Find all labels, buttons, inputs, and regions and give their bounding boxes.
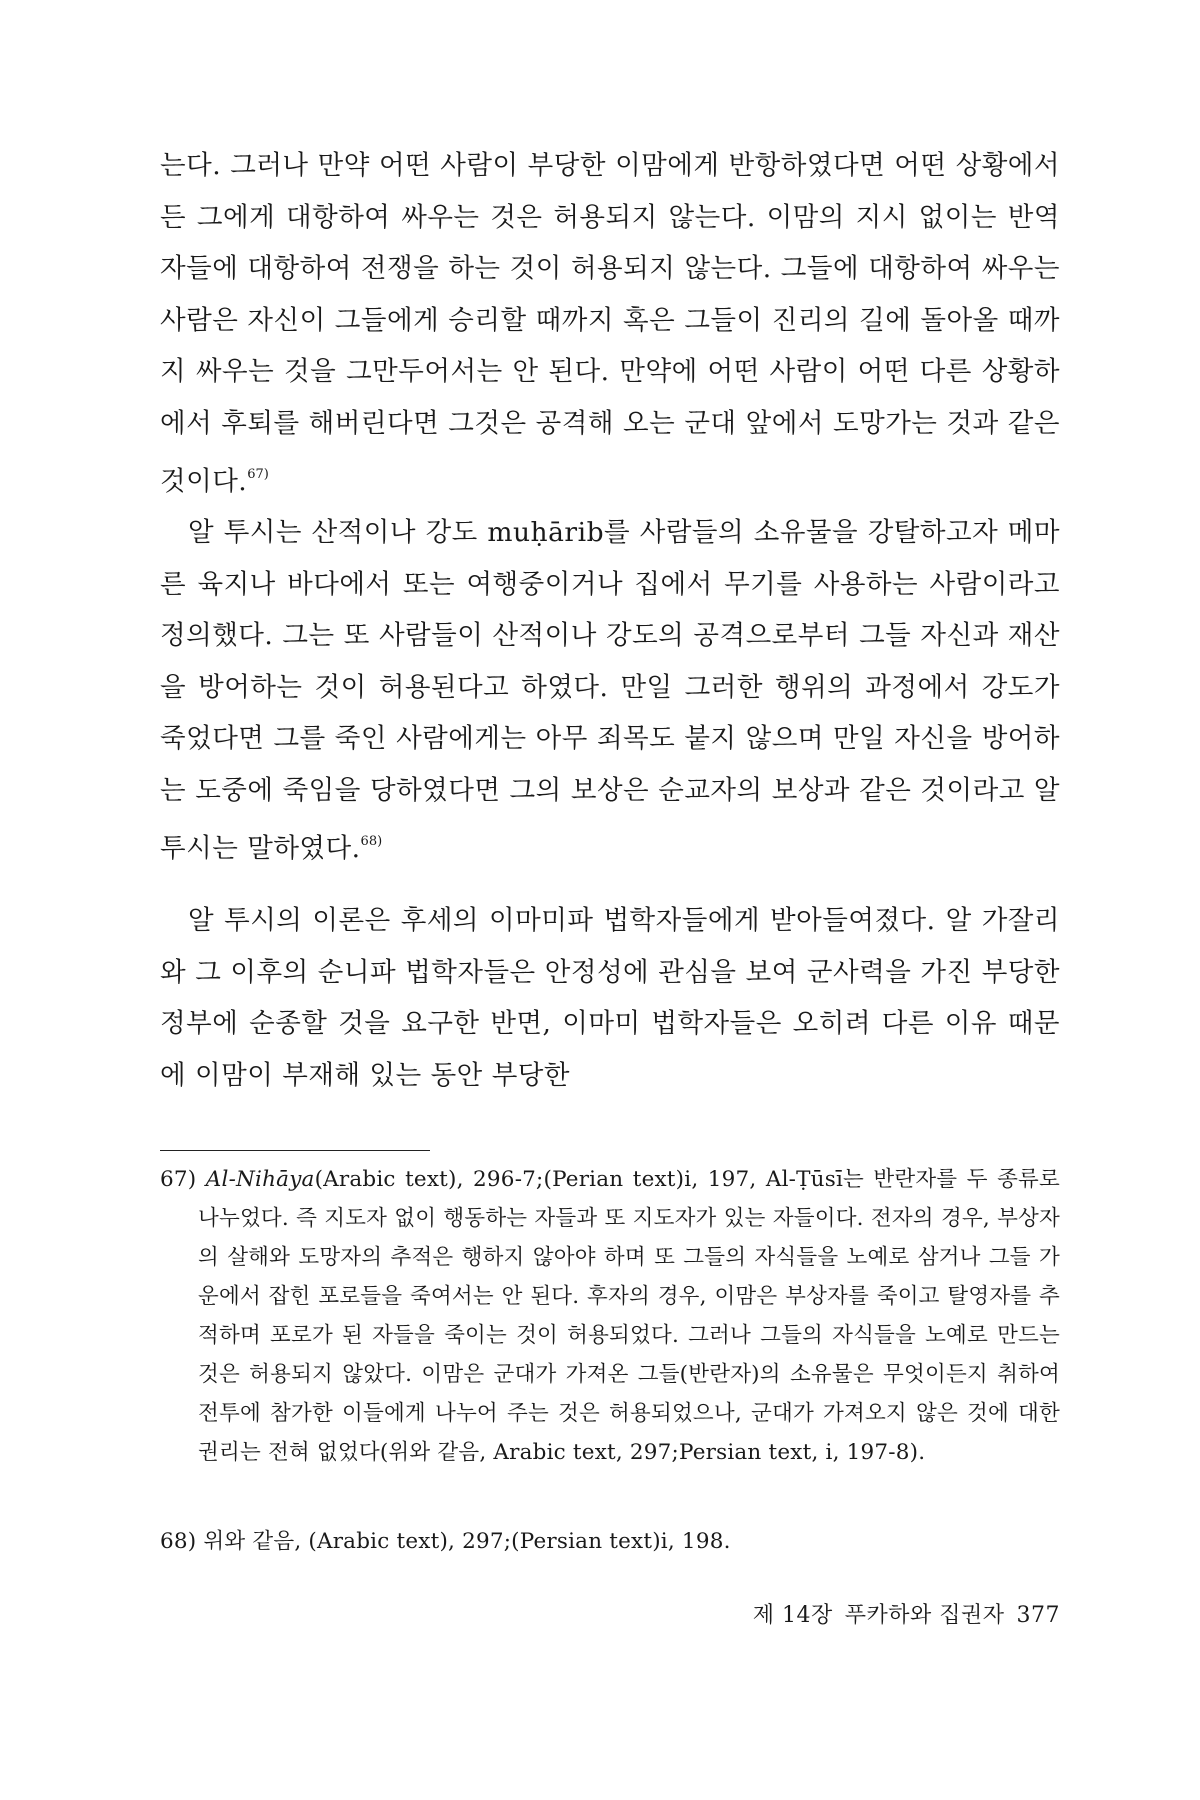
footnote-number: 67) <box>160 1167 197 1192</box>
chapter-label: 제 14장 <box>752 1603 833 1628</box>
footnote-67 <box>160 1160 1060 1472</box>
page-number: 377 <box>1016 1603 1060 1628</box>
footnote-68 <box>160 1522 1060 1561</box>
footnote-separator <box>160 1150 430 1151</box>
paragraph-text: 는다. 그러나 만약 어떤 사람이 부당한 이맘에게 반항하였다면 어떤 상황에서든 그에게 대항하여 싸우는 것은 허용되지 않는다. 이맘의 지시 없이는 반역자들에 대항하여 전쟁을 하는 것이 허용되지 않는다. 그들에 대항하여 싸우는 사람은 자신이 그들에게 승리할 때까지 혹은 그들이 진리의 길에 돌아올 때까지 싸우는 것을 그만두어서는 안 된다. 만약에 어떤 사람이 어떤 다른 상황하에서 후퇴를 해버린다면 그것은 공격해 오는 군대 앞에서 도망가는 것과 같은 것이다. <box>160 150 1060 497</box>
paragraph-text: 알 투시는 산적이나 강도 muḥārib를 사람들의 소유물을 강탈하고자 메마른 육지나 바다에서 또는 여행중이거나 집에서 무기를 사용하는 사람이라고 정의했다. 그는 또 사람들이 산적이나 강도의 공격으로부터 그들 자신과 재산을 방어하는 것이 허용된다고 하였다. 만일 그러한 행위의 과정에서 강도가 죽었다면 그를 죽인 사람에게는 아무 죄목도 붙지 않으며 만일 자신을 방어하는 도중에 죽임을 당하였다면 그의 보상은 순교자의 보상과 같은 것이라고 알 투시는 말하였다. <box>160 517 1060 864</box>
body-paragraph-1 <box>160 140 1060 508</box>
footnote-source-title: Al-Nihāya <box>205 1167 315 1192</box>
footnote-text: 위와 같음, (Arabic text), 297;(Persian text)i, 198. <box>203 1529 731 1554</box>
footnote-ref-68[interactable]: 68) <box>360 834 383 849</box>
footnote-ref-67[interactable]: 67) <box>247 467 269 482</box>
footnote-text: (Arabic text), 296-7;(Perian text)i, 197, Al-Ṭūsī는 반란자를 두 종류로 나누었다. 즉 지도자 없이 행동하는 자들과 또 지도자가 있는 자들이다. 전자의 경우, 부상자의 살해와 도망자의 추적은 행하지 않아야 하며 또 그들의 자식들을 노예로 삼거나 그들 가운에서 잡힌 포로들을 죽여서는 안 된다. 후자의 경우, 이맘은 부상자를 죽이고 탈영자를 추적하며 포로가 된 자들을 죽이는 것이 허용되었다. 그러나 그들의 자식들을 노예로 만드는 것은 허용되지 않았다. 이맘은 군대가 가져온 그들(반란자)의 소유물은 무엇이든지 취하여 전투에 참가한 이들에게 나누어 주는 것은 허용되었으나, 군대가 가져오지 않은 것에 대한 권리는 전혀 없었다(위와 같음, Arabic text, 297;Persian text, i, 197-8). <box>198 1167 1060 1465</box>
body-paragraph-2 <box>160 507 1060 875</box>
running-footer <box>600 1598 1060 1629</box>
paragraph-text: 알 투시의 이론은 후세의 이마미파 법학자들에게 받아들여졌다. 알 가잘리와 그 이후의 순니파 법학자들은 안정성에 관심을 보여 군사력을 가진 부당한 정부에 순종할 것을 요구한 반면, 이마미 법학자들은 오히려 다른 이유 때문에 이맘이 부재해 있는 동안 부당한 <box>160 905 1060 1091</box>
footnote-body <box>160 1160 1060 1472</box>
chapter-title: 푸카하와 집권자 <box>844 1603 1005 1628</box>
body-paragraph-3 <box>160 895 1060 1101</box>
footnote-number: 68) <box>160 1529 197 1554</box>
